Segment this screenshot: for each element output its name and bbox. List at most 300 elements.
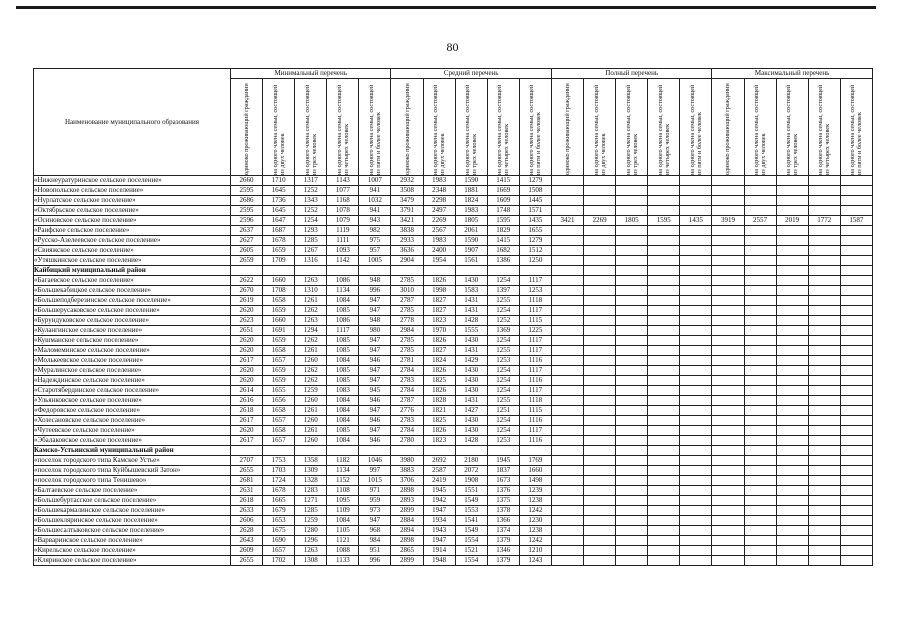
value-cell: 947: [359, 336, 391, 346]
value-cell: 1660: [263, 276, 295, 286]
value-cell: 2497: [423, 206, 455, 216]
value-cell: 2707: [231, 456, 263, 466]
value-cell: 1430: [455, 376, 487, 386]
value-cell: [680, 286, 712, 296]
value-cell: [616, 426, 648, 436]
value-cell: 2643: [231, 536, 263, 546]
value-cell: 1658: [263, 346, 295, 356]
value-cell: 2617: [231, 356, 263, 366]
value-cell: 2778: [391, 316, 423, 326]
value-cell: [712, 496, 744, 506]
value-cell: 1294: [295, 326, 327, 336]
value-cell: 2620: [231, 426, 263, 436]
value-cell: [648, 236, 680, 246]
value-cell: 2622: [231, 276, 263, 286]
value-cell: 1675: [263, 526, 295, 536]
value-cell: [712, 226, 744, 236]
value-cell: [584, 396, 616, 406]
value-cell: 1657: [263, 416, 295, 426]
value-cell: [648, 316, 680, 326]
value-cell: 1111: [327, 236, 359, 246]
municipality-name: «Утяшкинское сельское поселение»: [34, 256, 231, 266]
value-cell: [680, 306, 712, 316]
column-subheader: на одного члена семьи, состоящей из двух человек: [263, 79, 295, 176]
value-cell: 1998: [423, 286, 455, 296]
value-cell: 997: [359, 466, 391, 476]
value-cell: [712, 436, 744, 446]
value-cell: 1415: [487, 176, 519, 186]
value-cell: [551, 286, 583, 296]
value-cell: [295, 446, 327, 456]
value-cell: 1084: [327, 356, 359, 366]
value-cell: [584, 456, 616, 466]
value-cell: [680, 176, 712, 186]
value-cell: [776, 306, 808, 316]
value-cell: 1430: [455, 416, 487, 426]
value-cell: [584, 466, 616, 476]
value-cell: [808, 376, 840, 386]
value-cell: 1805: [455, 216, 487, 226]
value-cell: 2904: [391, 256, 423, 266]
value-cell: 1210: [519, 546, 551, 556]
value-cell: 1093: [327, 246, 359, 256]
value-cell: [744, 356, 776, 366]
value-cell: 1498: [519, 476, 551, 486]
value-cell: 1429: [455, 356, 487, 366]
value-cell: 1908: [455, 476, 487, 486]
value-cell: 1657: [263, 546, 295, 556]
value-cell: 2557: [744, 216, 776, 226]
value-cell: 1260: [295, 396, 327, 406]
value-cell: [551, 356, 583, 366]
value-cell: [680, 356, 712, 366]
value-cell: 1431: [455, 296, 487, 306]
value-cell: [616, 366, 648, 376]
value-cell: 948: [359, 276, 391, 286]
table-row: [34, 456, 873, 466]
value-cell: 3508: [391, 186, 423, 196]
value-cell: 1702: [263, 556, 295, 566]
value-cell: 1253: [487, 356, 519, 366]
value-cell: [551, 196, 583, 206]
page-number: 80: [446, 40, 459, 54]
value-cell: [712, 396, 744, 406]
value-cell: 1346: [487, 546, 519, 556]
value-cell: [680, 546, 712, 556]
value-cell: 2865: [391, 546, 423, 556]
value-cell: 1655: [263, 386, 295, 396]
value-cell: [808, 246, 840, 256]
municipality-name: «Муралинское сельское поселение»: [34, 366, 231, 376]
value-cell: [776, 396, 808, 406]
value-cell: [616, 516, 648, 526]
value-cell: 1261: [295, 296, 327, 306]
value-cell: 1431: [455, 396, 487, 406]
value-cell: [744, 186, 776, 196]
value-cell: 1983: [423, 236, 455, 246]
column-group-header: Средний перечень: [391, 69, 551, 79]
value-cell: 2659: [231, 256, 263, 266]
value-cell: [776, 466, 808, 476]
value-cell: 1238: [519, 496, 551, 506]
value-cell: [648, 306, 680, 316]
value-cell: [712, 326, 744, 336]
value-cell: 2616: [231, 396, 263, 406]
value-cell: [776, 426, 808, 436]
value-cell: [648, 186, 680, 196]
value-cell: [776, 236, 808, 246]
value-cell: 957: [359, 246, 391, 256]
value-cell: 1084: [327, 436, 359, 446]
value-cell: [744, 316, 776, 326]
value-cell: 1254: [487, 386, 519, 396]
value-cell: [648, 366, 680, 376]
table-row: [34, 366, 873, 376]
value-cell: [584, 446, 616, 456]
value-cell: [840, 196, 872, 206]
value-cell: [744, 326, 776, 336]
value-cell: [744, 516, 776, 526]
column-subheader: на одного члена семьи, состоящей из пяти и более человек: [840, 79, 872, 176]
value-cell: 1397: [487, 286, 519, 296]
value-cell: 1263: [295, 276, 327, 286]
value-cell: [776, 526, 808, 536]
value-cell: [840, 346, 872, 356]
value-cell: 1254: [487, 276, 519, 286]
municipality-name: «поселок городского типа Тенишево»: [34, 476, 231, 486]
value-cell: [391, 446, 423, 456]
value-cell: [551, 556, 583, 566]
value-cell: [616, 466, 648, 476]
value-cell: [808, 496, 840, 506]
value-cell: 941: [359, 186, 391, 196]
value-cell: [616, 386, 648, 396]
table-row: [34, 406, 873, 416]
value-cell: 996: [359, 286, 391, 296]
value-cell: [840, 226, 872, 236]
value-cell: [776, 266, 808, 276]
value-cell: [551, 246, 583, 256]
value-cell: 941: [359, 206, 391, 216]
municipality-name: «Большебуртасское сельское поселение»: [34, 496, 231, 506]
value-cell: 1283: [295, 486, 327, 496]
value-cell: 1748: [487, 206, 519, 216]
value-cell: 3706: [391, 476, 423, 486]
value-cell: [648, 376, 680, 386]
value-cell: 2596: [231, 216, 263, 226]
value-cell: 2787: [391, 296, 423, 306]
value-cell: [680, 496, 712, 506]
value-cell: [584, 376, 616, 386]
value-cell: 947: [359, 516, 391, 526]
value-cell: [712, 316, 744, 326]
value-cell: [840, 466, 872, 476]
value-cell: [744, 196, 776, 206]
value-cell: 984: [359, 536, 391, 546]
value-cell: 2898: [391, 486, 423, 496]
value-cell: 1549: [455, 526, 487, 536]
value-cell: [840, 446, 872, 456]
value-cell: 2019: [776, 216, 808, 226]
value-cell: 1983: [423, 176, 455, 186]
value-cell: 2681: [231, 476, 263, 486]
value-cell: [648, 536, 680, 546]
value-cell: [776, 436, 808, 446]
value-cell: [616, 256, 648, 266]
value-cell: 1687: [263, 226, 295, 236]
table-row: [34, 486, 873, 496]
value-cell: 1142: [327, 256, 359, 266]
value-cell: 1259: [295, 516, 327, 526]
municipality-name: «Федоровское сельское поселение»: [34, 406, 231, 416]
value-cell: [776, 516, 808, 526]
value-cell: [712, 276, 744, 286]
value-cell: 971: [359, 486, 391, 496]
value-cell: 2637: [231, 226, 263, 236]
value-cell: 2595: [231, 186, 263, 196]
value-cell: 1658: [263, 406, 295, 416]
value-cell: 2620: [231, 336, 263, 346]
value-cell: [840, 396, 872, 406]
column-subheader: на одного члена семьи, состоящей из трех человек: [295, 79, 327, 176]
value-cell: [680, 346, 712, 356]
column-subheader: на одного члена семьи, состоящей из пяти и более человек: [519, 79, 551, 176]
value-cell: [584, 266, 616, 276]
value-cell: 1645: [263, 186, 295, 196]
value-cell: 1119: [327, 226, 359, 236]
value-cell: [584, 366, 616, 376]
value-cell: 2785: [391, 276, 423, 286]
value-cell: [616, 526, 648, 536]
value-cell: 2787: [391, 396, 423, 406]
value-cell: 1317: [295, 176, 327, 186]
value-cell: [776, 406, 808, 416]
value-cell: [808, 366, 840, 376]
value-cell: 1595: [648, 216, 680, 226]
value-cell: 1521: [455, 546, 487, 556]
value-cell: 1084: [327, 396, 359, 406]
value-cell: 1553: [455, 506, 487, 516]
value-cell: 2620: [231, 306, 263, 316]
table-row: [34, 306, 873, 316]
value-cell: [648, 476, 680, 486]
value-cell: [712, 446, 744, 456]
value-cell: 2595: [231, 206, 263, 216]
value-cell: [744, 336, 776, 346]
value-cell: [712, 306, 744, 316]
value-cell: 1280: [295, 526, 327, 536]
value-cell: [840, 436, 872, 446]
value-cell: 1255: [487, 396, 519, 406]
value-cell: 1590: [455, 236, 487, 246]
value-cell: 1260: [295, 436, 327, 446]
value-cell: [680, 456, 712, 466]
value-cell: [519, 266, 551, 276]
table-row: [34, 506, 873, 516]
value-cell: 1660: [519, 466, 551, 476]
value-cell: 1691: [263, 326, 295, 336]
value-cell: [744, 536, 776, 546]
value-cell: [455, 266, 487, 276]
district-name: Кайбицкий муниципальный район: [34, 266, 231, 276]
value-cell: [327, 266, 359, 276]
value-cell: 2587: [423, 466, 455, 476]
value-cell: 982: [359, 226, 391, 236]
value-cell: [744, 486, 776, 496]
value-cell: [776, 386, 808, 396]
district-row: [34, 446, 873, 456]
column-subheader: одиноко проживающий гражданин: [551, 79, 583, 176]
value-cell: 1555: [455, 326, 487, 336]
value-cell: 1508: [519, 186, 551, 196]
value-cell: [616, 296, 648, 306]
value-cell: [808, 276, 840, 286]
value-cell: [648, 406, 680, 416]
table-row: [34, 226, 873, 236]
value-cell: [712, 386, 744, 396]
value-cell: [648, 206, 680, 216]
value-cell: 1116: [519, 416, 551, 426]
value-cell: [744, 236, 776, 246]
value-cell: [584, 196, 616, 206]
value-cell: [840, 326, 872, 336]
value-cell: 1243: [519, 556, 551, 566]
value-cell: 1609: [487, 196, 519, 206]
value-cell: [744, 526, 776, 536]
value-cell: 1085: [327, 426, 359, 436]
value-cell: 1824: [423, 356, 455, 366]
value-cell: [584, 246, 616, 256]
value-cell: [616, 336, 648, 346]
value-cell: [551, 226, 583, 236]
value-cell: [551, 256, 583, 266]
value-cell: 1665: [263, 496, 295, 506]
table-row: [34, 346, 873, 356]
value-cell: [648, 326, 680, 336]
value-cell: [551, 206, 583, 216]
value-cell: [776, 456, 808, 466]
value-cell: 1261: [295, 406, 327, 416]
value-cell: [648, 546, 680, 556]
value-cell: 1551: [455, 486, 487, 496]
value-cell: 1431: [455, 306, 487, 316]
value-cell: [616, 286, 648, 296]
value-cell: [680, 506, 712, 516]
value-cell: 1369: [487, 326, 519, 336]
value-cell: 1260: [295, 416, 327, 426]
value-cell: 3883: [391, 466, 423, 476]
value-cell: 1296: [295, 536, 327, 546]
value-cell: 1954: [423, 256, 455, 266]
value-cell: [776, 286, 808, 296]
value-cell: 1085: [327, 366, 359, 376]
value-cell: [551, 386, 583, 396]
district-name: Камско-Устьинский муниципальный район: [34, 446, 231, 456]
value-cell: 1230: [519, 516, 551, 526]
value-cell: [840, 176, 872, 186]
value-cell: 945: [359, 386, 391, 396]
value-cell: [840, 546, 872, 556]
column-group-header: Минимальный перечень: [231, 69, 391, 79]
value-cell: [551, 486, 583, 496]
value-cell: [680, 256, 712, 266]
value-cell: 1254: [487, 416, 519, 426]
value-cell: 1828: [423, 396, 455, 406]
municipality-name: «Надеждинское сельское поселение»: [34, 376, 231, 386]
value-cell: [776, 536, 808, 546]
value-cell: [648, 426, 680, 436]
value-cell: [487, 446, 519, 456]
value-cell: [551, 266, 583, 276]
value-cell: 1309: [295, 466, 327, 476]
value-cell: 2783: [391, 376, 423, 386]
value-cell: 2072: [455, 466, 487, 476]
value-cell: 1378: [487, 506, 519, 516]
table-row: [34, 336, 873, 346]
value-cell: 2348: [423, 186, 455, 196]
value-cell: 943: [359, 216, 391, 226]
value-cell: [551, 426, 583, 436]
value-cell: [680, 476, 712, 486]
value-cell: 2618: [231, 406, 263, 416]
value-cell: [648, 226, 680, 236]
value-cell: 1881: [455, 186, 487, 196]
value-cell: [551, 176, 583, 186]
value-cell: 2785: [391, 336, 423, 346]
value-cell: 1084: [327, 406, 359, 416]
value-cell: 1659: [263, 336, 295, 346]
value-cell: [808, 476, 840, 486]
value-cell: [584, 546, 616, 556]
value-cell: [840, 536, 872, 546]
value-cell: 1945: [423, 486, 455, 496]
value-cell: [680, 296, 712, 306]
column-subheader: на одного члена семьи, состоящей из двух человек: [584, 79, 616, 176]
value-cell: 1261: [295, 426, 327, 436]
value-cell: 1561: [455, 256, 487, 266]
value-cell: 2692: [423, 456, 455, 466]
value-cell: 2893: [391, 496, 423, 506]
value-cell: [808, 446, 840, 456]
value-cell: 1255: [487, 346, 519, 356]
value-cell: 2898: [391, 536, 423, 546]
value-cell: 2984: [391, 326, 423, 336]
value-cell: 2784: [391, 386, 423, 396]
value-cell: 1431: [455, 346, 487, 356]
value-cell: [808, 176, 840, 186]
value-cell: [584, 506, 616, 516]
value-cell: 2655: [231, 466, 263, 476]
value-cell: [808, 296, 840, 306]
value-cell: [680, 196, 712, 206]
value-cell: [616, 496, 648, 506]
value-cell: 1587: [840, 216, 872, 226]
value-cell: 1826: [423, 366, 455, 376]
value-cell: [840, 406, 872, 416]
value-cell: 1428: [455, 316, 487, 326]
value-cell: 2785: [391, 306, 423, 316]
municipality-name: «Молькеевское сельское поселение»: [34, 356, 231, 366]
municipality-name: «Чутеевское сельское поселение»: [34, 426, 231, 436]
value-cell: 1251: [487, 406, 519, 416]
value-cell: [712, 556, 744, 566]
value-cell: [744, 266, 776, 276]
value-cell: 2627: [231, 236, 263, 246]
value-cell: [840, 516, 872, 526]
value-cell: [616, 396, 648, 406]
value-cell: 1118: [519, 396, 551, 406]
value-cell: [359, 446, 391, 456]
